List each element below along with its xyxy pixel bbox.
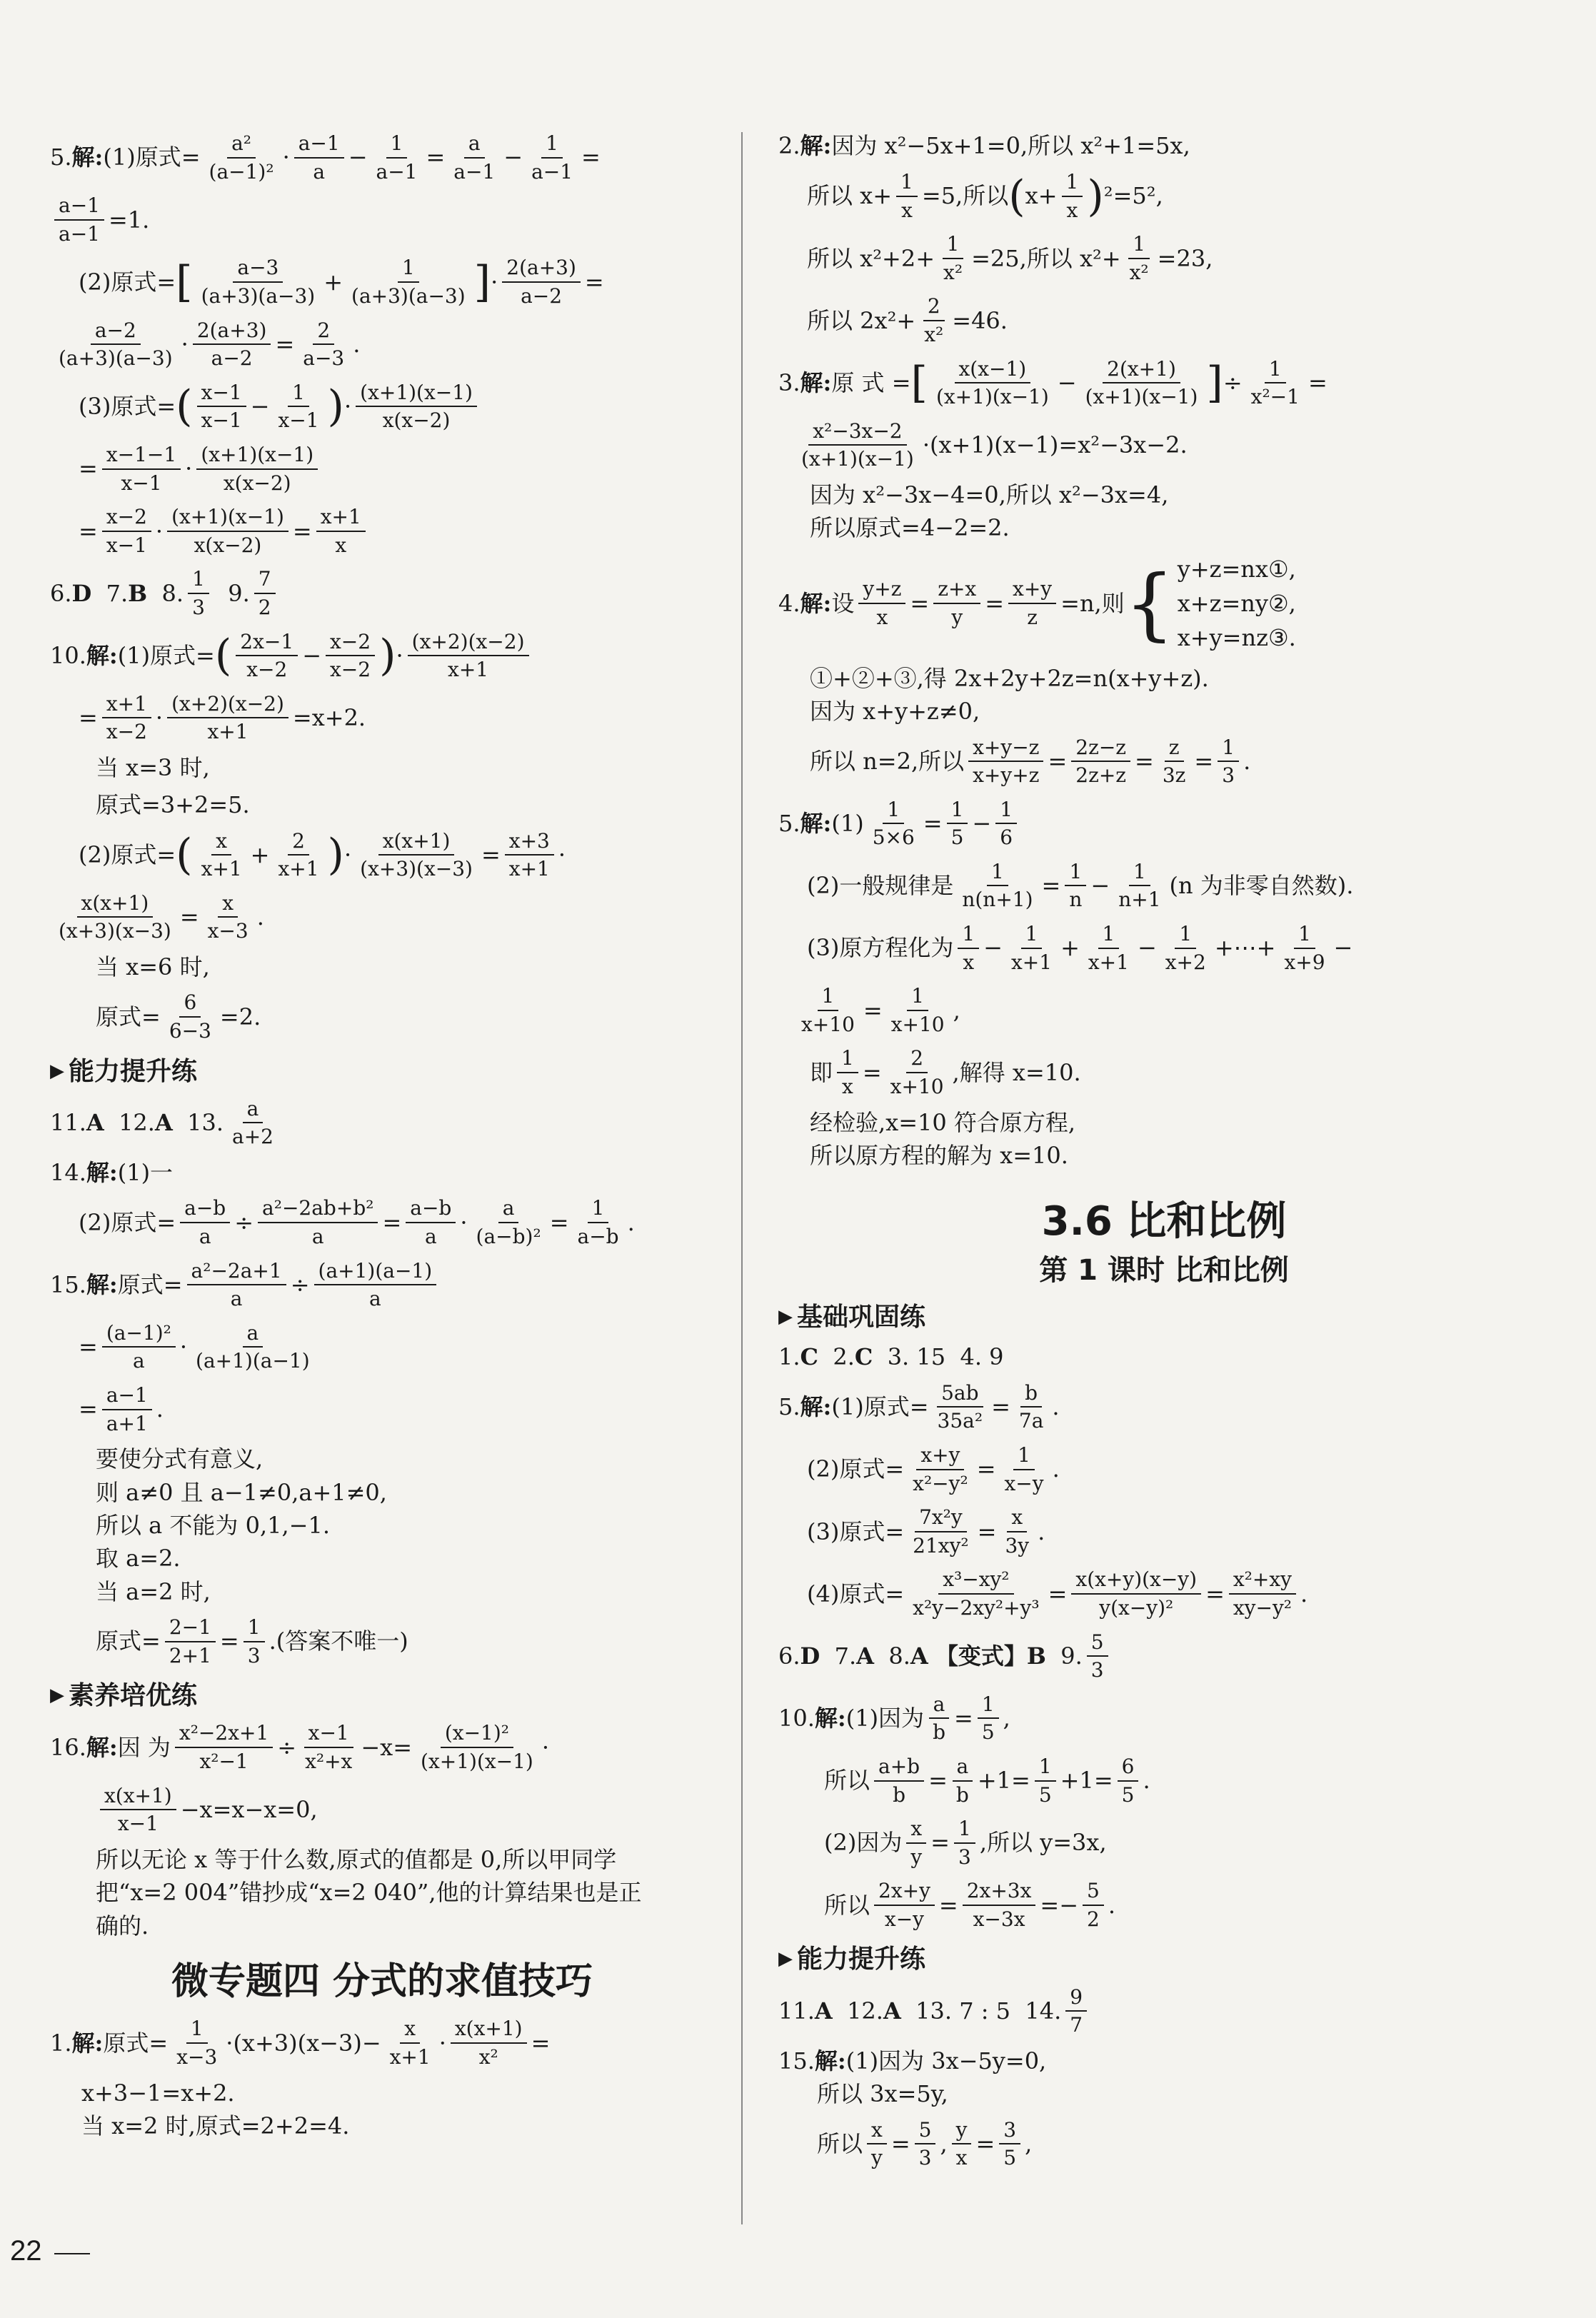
r3-text1: 因为 x²−3x−4=0,所以 x²−3x=4, [810, 481, 1169, 508]
b5-part3: (3)原式= $\frac{\text{7x²y}}{\text{21xy²}}$ = $\frac{x}{3y}$ . [807, 1505, 1045, 1557]
q5-line2: $\frac{a-1}{a-1}$ =1. [50, 194, 714, 246]
c15-line2: 所以 3x=5y, [817, 2080, 948, 2108]
page-number-dash [54, 2253, 90, 2254]
left-column [50, 121, 714, 2145]
q5-part2-result: $\frac{a-2}{(a+3)(a-3)}$ · $\frac{2(a+3)}{a-2}$ = $\frac{2}{a-3}$ . [59, 318, 361, 371]
b1-b4-answers: 1. C 2. C 3. 15 4. 9 [778, 1343, 1004, 1370]
q15-text4: 取 a=2. [96, 1545, 181, 1572]
q5-line1: 5. 解: (1)原式= $\frac{\text{a²}}{\text{(a−1)²}}$ · $\frac{a-1}{a}$ − $\frac{1}{a-1}$ = $\frac{a}{a-1}$ − $\frac{1}{a-1}$ = [50, 131, 601, 184]
q10-part2: (2)原式= ( $\frac{x}{x+1}$ + $\frac{2}{x+1}$ ) · $\frac{x(x+1)}{(x+3)(x-3)}$ = $\frac{x+3}{x+1}$ · [79, 828, 566, 881]
r4-text1: ①+②+③,得 2x+2y+2z=n(x+y+z). [810, 664, 1209, 692]
b10-line2: 所以 $\frac{a+b}{b}$ = $\frac{a}{b}$ +1= $\frac{1}{5}$ +1= $\frac{6}{5}$ . [824, 1754, 1150, 1807]
c11-c14-answers: 11. A 12. A 13. 7 : 5 14. $\frac{9}{7}$ [778, 1985, 1550, 2037]
q15-line2: = $\frac{\text{(a−1)²}}{a}$ · $\frac{a}{(a+1)(a-1)}$ [79, 1320, 310, 1373]
section-ability-right: ▶ 能力提升练 [778, 1945, 926, 1975]
r4-line1: 4. 解: 设 $\frac{y+z}{x}$ = $\frac{z+x}{y}$ = $\frac{x+y}{z}$ =n,则 { y+z=nx①, x+z=ny②, x+y=nz③. [778, 552, 1550, 655]
q15-line1: 15. 解: 原式= $\frac{\text{a²−2a+1}}{a}$ ÷ $\frac{(a+1)(a-1)}{a}$ [50, 1259, 714, 1311]
b10-line1: 10. 解: (1)因为 $\frac{a}{b}$ = $\frac{1}{5}$ , [778, 1692, 1010, 1745]
b5-part2: (2)原式= $\frac{x+y}{\text{x²−y²}}$ = $\frac{1}{x-y}$ . [807, 1443, 1060, 1495]
q16-text3: 确的. [96, 1912, 149, 1940]
r2-line3: 所以 x²+2+ $\frac{1}{\text{x²}}$ =25,所以 x²+ $\frac{1}{\text{x²}}$ =23, [807, 232, 1213, 284]
q10-val1: 原式=3+2=5. [96, 791, 250, 819]
q6-q9-answers: 6. D 7. B 8. $\frac{1}{3}$ 9. $\frac{7}{2}$ [50, 567, 714, 619]
w1-line1: 1. 解: 原式= $\frac{1}{x-3}$ ·(x+3)(x−3)− $\frac{x}{x+1}$ · $\frac{x(x+1)}{\text{x²}}$ = [50, 2017, 551, 2069]
q10-val2: 原式= $\frac{6}{6-3}$ =2. [96, 990, 261, 1043]
triangle-bullet-icon: ▶ [778, 1305, 793, 1328]
r5-line4: $\frac{1}{x+10}$ = $\frac{1}{x+10}$ , [801, 984, 960, 1036]
page-number: 22 [10, 2235, 42, 2267]
r5-line1: 5. 解: (1) $\frac{1}{5\times 6}$ = $\frac{1}{5}$ − $\frac{1}{6}$ [778, 798, 1550, 850]
q15-text1: 要使分式有意义, [96, 1445, 264, 1473]
triangle-bullet-icon: ▶ [778, 1948, 793, 1970]
equation-system: { y+z=nx①, x+z=ny②, x+y=nz③. [1124, 555, 1296, 651]
q5-part2: (2)原式= [ $\frac{a-3}{(a+3)(a-3)}$ + $\frac{1}{(a+3)(a-3)}$ ] · $\frac{2(a+3)}{a-2}$ = [79, 256, 604, 308]
q5-part3-step1: = $\frac{x-1-1}{x-1}$ · $\frac{(x+1)(x-1)}{x(x-2)}$ [50, 443, 714, 495]
b5-part1: 5. 解: (1)原式= $\frac{5ab}{\text{35a²}}$ = $\frac{b}{7a}$ . [778, 1380, 1060, 1433]
triangle-bullet-icon: ▶ [50, 1060, 64, 1082]
q10-part2-result: $\frac{x(x+1)}{(x+3)(x-3)}$ = $\frac{x}{x-3}$ . [59, 890, 264, 943]
triangle-bullet-icon: ▶ [50, 1685, 64, 1707]
q14-part2: (2)原式= $\frac{a-b}{a}$ ÷ $\frac{\text{a²−2ab+b²}}{a}$ = $\frac{a-b}{a}$ · $\frac{a}{\text{(a−b)²}}$ = $\frac{1}{a-b}$ . [79, 1196, 635, 1248]
r4-line4: 所以 n=2,所以 $\frac{x+y-z}{x+y+z}$ = $\frac{2z-z}{2z+z}$ = $\frac{z}{3z}$ = $\frac{1}{3}$ . [810, 735, 1251, 788]
q15-text3: 所以 a 不能为 0,1,−1. [96, 1511, 331, 1539]
section-basic: ▶ 基础巩固练 [778, 1302, 926, 1332]
q15-text6: 原式= $\frac{2-1}{2+1}$ = $\frac{1}{3}$ .(答案不唯一) [96, 1615, 408, 1667]
w1-result: x+3−1=x+2. [81, 2079, 235, 2107]
q5-part3-step2: = $\frac{x-2}{x-1}$ · $\frac{(x+1)(x-1)}{x(x-2)}$ = $\frac{x+1}{x}$ [50, 505, 714, 557]
q15-line3: = $\frac{a-1}{a+1}$ . [79, 1383, 164, 1435]
b5-part4: (4)原式= $\frac{\text{x³−xy²}}{\text{x²y−2xy²+y³}}$ = $\frac{x(x+y)(x-y)}{\text{y(x−y)²}}$ = $\frac{\text{x²+xy}}{\text{xy−y²}}$ . [807, 1567, 1308, 1620]
q5-part3: (3)原式= ( $\frac{x-1}{x-1}$ − $\frac{1}{x-1}$ ) · $\frac{(x+1)(x-1)}{x(x-2)}$ [50, 381, 714, 433]
b6-b9-answers: 6. D 7. A 8. A 【变式】 B 9. $\frac{5}{3}$ [778, 1630, 1550, 1682]
q14-part1: 14. 解: (1)一 [50, 1158, 174, 1186]
b10-line3: (2)因为 $\frac{x}{y}$ = $\frac{1}{3}$ ,所以 y=3x, [824, 1817, 1107, 1869]
topic-heading: 微专题四 分式的求值技巧 [171, 1960, 593, 2003]
section-ability-left: ▶ 能力提升练 [50, 1056, 198, 1086]
q15-text2: 则 a≠0 且 a−1≠0,a+1≠0, [96, 1478, 387, 1506]
chapter-heading: 3.6 比和比例 [1041, 1198, 1287, 1245]
q16-text2: 把“x=2 004”错抄成“x=2 040”,他的计算结果也是正 [96, 1879, 642, 1907]
b10-line4: 所以 $\frac{2x+y}{x-y}$ = $\frac{2x+3x}{x-3x}$ = − $\frac{5}{2}$ . [824, 1879, 1116, 1931]
c15-line1: 15. 解: (1)因为 3x−5y=0, [778, 2047, 1047, 2074]
r4-text2: 因为 x+y+z≠0, [810, 698, 980, 726]
c15-line3: 所以 $\frac{x}{y}$ = $\frac{5}{3}$ , $\frac{y}{x}$ = $\frac{3}{5}$ , [817, 2117, 1033, 2170]
r5-line5: 即 $\frac{1}{x}$ = $\frac{2}{x+10}$ ,解得 x=10. [810, 1046, 1081, 1099]
q10-line1: 10. 解: (1)原式= ( $\frac{2x-1}{x-2}$ − $\frac{x-2}{x-2}$ ) · $\frac{(x+2)(x-2)}{x+1}$ [50, 630, 714, 682]
lesson-heading: 第 1 课时 比和比例 [1039, 1253, 1289, 1287]
r5-line2: (2)一般规律是 $\frac{1}{n(n+1)}$ = $\frac{1}{n}$ − $\frac{1}{n+1}$ (n 为非零自然数). [807, 859, 1354, 912]
q10-when2: 当 x=6 时, [96, 953, 210, 981]
section-quality: ▶ 素养培优练 [50, 1681, 198, 1711]
r5-text1: 经检验,x=10 符合原方程, [810, 1108, 1076, 1136]
q11-q13-answers: 11. A 12. A 13. $\frac{a}{a+2}$ [50, 1096, 273, 1149]
q15-text5: 当 a=2 时, [96, 1577, 211, 1605]
r2-line4: 所以 2x²+ $\frac{2}{\text{x²}}$ =46. [807, 294, 1008, 346]
w1-when: 当 x=2 时,原式=2+2=4. [81, 2112, 350, 2139]
q16-line1: 16. 解: 因 为 $\frac{\text{x²−2x+1}}{\text{x²−1}}$ ÷ $\frac{x-1}{\text{x²+x}}$ − x = $\frac{\text{(x−1)²}}{(x+1)(x-1)}$ · [50, 1721, 550, 1774]
r3-line2: $\frac{\text{x²−3x−2}}{(x+1)(x-1)}$ ·(x+1)(x−1)=x²−3x−2. [801, 418, 1188, 471]
right-column [778, 121, 1550, 2180]
r2-line2: 所以 x+ $\frac{1}{x}$ =5,所以 ( x + $\frac{1}{x}$ ) ² =5², [807, 170, 1163, 222]
r3-line1: 3. 解: 原 式 = [ $\frac{x(x-1)}{(x+1)(x-1)}$ − $\frac{2(x+1)}{(x+1)(x-1)}$ ] ÷ $\frac{1}{\text{x²−1}}$ = [778, 356, 1328, 409]
q10-line2: = $\frac{x+1}{x-2}$ · $\frac{(x+2)(x-2)}{x+1}$ =x+2. [79, 691, 366, 744]
q16-text1: 所以无论 x 等于什么数,原式的值都是 0,所以甲同学 [96, 1845, 617, 1873]
r5-line3: (3)原方程化为 $\frac{1}{x}$ − $\frac{1}{x+1}$ + $\frac{1}{x+1}$ − $\frac{1}{x+2}$ +⋯+ $\frac{1}{x+9}$ − [807, 922, 1353, 974]
q10-when1: 当 x=3 时, [96, 753, 210, 781]
q16-line2: $\frac{x(x+1)}{x-1}$ −x=x−x=0, [50, 1784, 714, 1836]
r5-text2: 所以原方程的解为 x=10. [810, 1142, 1068, 1170]
column-divider [741, 132, 743, 2224]
r2-line1: 2. 解: 因为 x²−5x+1=0,所以 x²+1=5x, [778, 131, 1190, 159]
r3-text2: 所以原式=4−2=2. [810, 514, 1010, 542]
